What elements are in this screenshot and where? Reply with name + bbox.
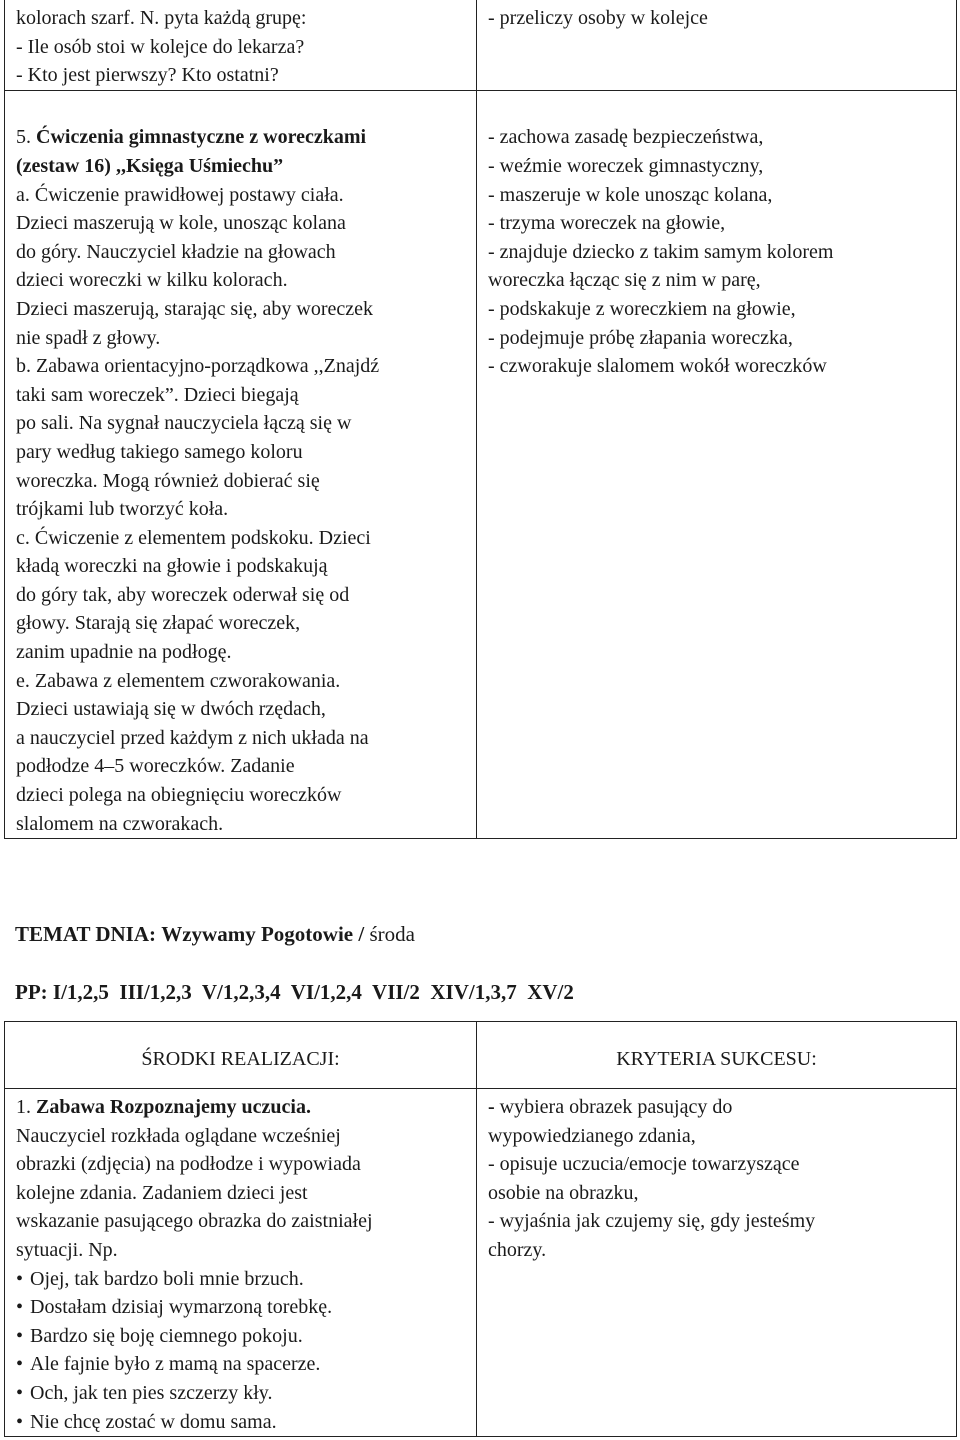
table-cell-right	[477, 1089, 957, 1437]
text-line: kolorach szarf. N. pyta każdą grupę:	[16, 7, 307, 29]
exercise-title	[16, 123, 468, 152]
list-item: • Ale fajnie było z mamą na spacerze.	[16, 1350, 468, 1379]
text-line: po sali. Na sygnał nauczyciela łączą się w	[16, 412, 352, 435]
text-line	[488, 1093, 948, 1122]
text-line: taki sam woreczek”. Dzieci biegają	[16, 383, 299, 406]
text-line: wskazanie pasującego obrazka do zaistniałej	[16, 1210, 373, 1233]
title-number: 5.	[16, 126, 36, 149]
topic-name: Wzywamy Pogotowie /	[161, 922, 365, 946]
text-line: pary według takiego samego koloru	[16, 440, 303, 463]
title-number: 1.	[16, 1096, 36, 1118]
table-cell-left	[5, 90, 477, 838]
text-line: - Kto jest pierwszy? Kto ostatni?	[16, 64, 279, 87]
text-line: dzieci woreczki w kilku kolorach.	[16, 269, 288, 292]
text-line: - przeliczy osoby w kolejce	[488, 7, 708, 29]
text-line: e. Zabawa z elementem czworakowania.	[16, 669, 341, 692]
table-row	[5, 1089, 957, 1437]
text-line: - podskakuje z woreczkiem na głowie,	[488, 297, 796, 320]
list-item: • Och, jak ten pies szczerzy kły.	[16, 1379, 468, 1408]
activity-table-2	[4, 1021, 957, 1437]
text-line: a. Ćwiczenie prawidłowej postawy ciała.	[16, 183, 344, 206]
activity-table-1	[4, 0, 957, 839]
criterion-text: wybiera obrazek pasujący do	[499, 1096, 733, 1118]
table-cell-right	[477, 0, 957, 90]
title-bold: Zabawa Rozpoznajemy uczucia.	[36, 1096, 311, 1118]
text-line: - Ile osób stoi w kolejce do lekarza?	[16, 35, 305, 58]
table-row	[5, 90, 957, 838]
text-line: woreczka łącząc się z nim w parę,	[488, 269, 761, 292]
text-line: chorzy.	[488, 1238, 547, 1261]
text-line: b. Zabawa orientacyjno-porządkowa ,,Znajdź	[16, 355, 380, 378]
title-bold: Ćwiczenia gimnastyczne z woreczkami	[36, 126, 367, 149]
list-item: • Nie chcę zostać w domu sama.	[16, 1408, 468, 1437]
text-line: woreczka. Mogą również dobierać się	[16, 469, 320, 492]
spacer	[16, 95, 468, 124]
text-line: kolejne zdania. Zadaniem dzieci jest	[16, 1181, 308, 1204]
text-line: dzieci polega na obiegnięciu woreczków	[16, 784, 342, 807]
text-line: wypowiedzianego zdania,	[488, 1124, 696, 1147]
text-line: - weźmie woreczek gimnastyczny,	[488, 154, 764, 177]
spacer	[488, 95, 948, 124]
title-bold: (zestaw 16) ,,Księga Uśmiechu”	[16, 154, 284, 177]
text-line: sytuacji. Np.	[16, 1238, 118, 1261]
header-left: ŚRODKI REALIZACJI:	[5, 1022, 477, 1089]
table-row	[5, 0, 957, 90]
text-line: - trzyma woreczek na głowie,	[488, 212, 726, 235]
text-line: głowy. Starają się złapać woreczek,	[16, 612, 301, 635]
text-line: nie spadł z głowy.	[16, 326, 161, 349]
text-line: a nauczyciel przed każdym z nich układa na	[16, 726, 369, 749]
text-line: - zachowa zasadę bezpieczeństwa,	[488, 126, 764, 149]
text-line: kładą woreczki na głowie i podskakują	[16, 555, 328, 578]
text-line: - maszeruje w kole unosząc kolana,	[488, 183, 773, 206]
text-line: c. Ćwiczenie z elementem podskoku. Dzieci	[16, 526, 371, 549]
topic-day: środa	[369, 922, 415, 946]
list-item: • Bardzo się boję ciemnego pokoju.	[16, 1322, 468, 1351]
pp-heading	[15, 978, 574, 1007]
text-line: obrazki (zdjęcia) na podłodze i wypowiada	[16, 1153, 361, 1176]
activity-title	[16, 1093, 468, 1122]
text-line: trójkami lub tworzyć koła.	[16, 498, 229, 521]
text-line: - znajduje dziecko z takim samym kolorem	[488, 240, 834, 263]
topic-label: TEMAT DNIA:	[15, 922, 156, 946]
dash-bold: -	[488, 1096, 500, 1118]
text-line: Dzieci maszerują, starając się, aby woreczek	[16, 297, 374, 320]
list-item: • Dostałam dzisiaj wymarzoną torebkę.	[16, 1293, 468, 1322]
text-line: slalomem na czworakach.	[16, 812, 224, 835]
header-right: KRYTERIA SUKCESU:	[477, 1022, 957, 1089]
text-line: osobie na obrazku,	[488, 1181, 639, 1204]
text-line: do góry tak, aby woreczek oderwał się od	[16, 583, 350, 606]
table-cell-left	[5, 1089, 477, 1437]
list-item: • Ojej, tak bardzo boli mnie brzuch.	[16, 1265, 468, 1294]
topic-heading	[15, 920, 415, 949]
text-line: - podejmuje próbę złapania woreczka,	[488, 326, 793, 349]
sentence-list	[16, 1265, 468, 1437]
text-line: - wyjaśnia jak czujemy się, gdy jesteśmy	[488, 1210, 816, 1233]
text-line: Dzieci ustawiają się w dwóch rzędach,	[16, 698, 326, 721]
text-line: zanim upadnie na podłogę.	[16, 641, 232, 664]
text-line: Nauczyciel rozkłada oglądane wcześniej	[16, 1124, 341, 1147]
table-header-row	[5, 1022, 957, 1089]
text-line: - opisuje uczucia/emocje towarzyszące	[488, 1153, 800, 1176]
text-line: Dzieci maszerują w kole, unosząc kolana	[16, 212, 346, 235]
pp-codes: PP: I/1,2,5 III/1,2,3 V/1,2,3,4 VI/1,2,4 VII/2 XIV/1,3,7 XV/2	[15, 980, 574, 1004]
exercise-subtitle	[16, 152, 468, 181]
table-cell-right	[477, 90, 957, 838]
text-line: - czworakuje slalomem wokół woreczków	[488, 355, 827, 378]
text-line: podłodze 4–5 woreczków. Zadanie	[16, 755, 295, 778]
table-cell-left	[5, 0, 477, 90]
text-line: do góry. Nauczyciel kładzie na głowach	[16, 240, 336, 263]
